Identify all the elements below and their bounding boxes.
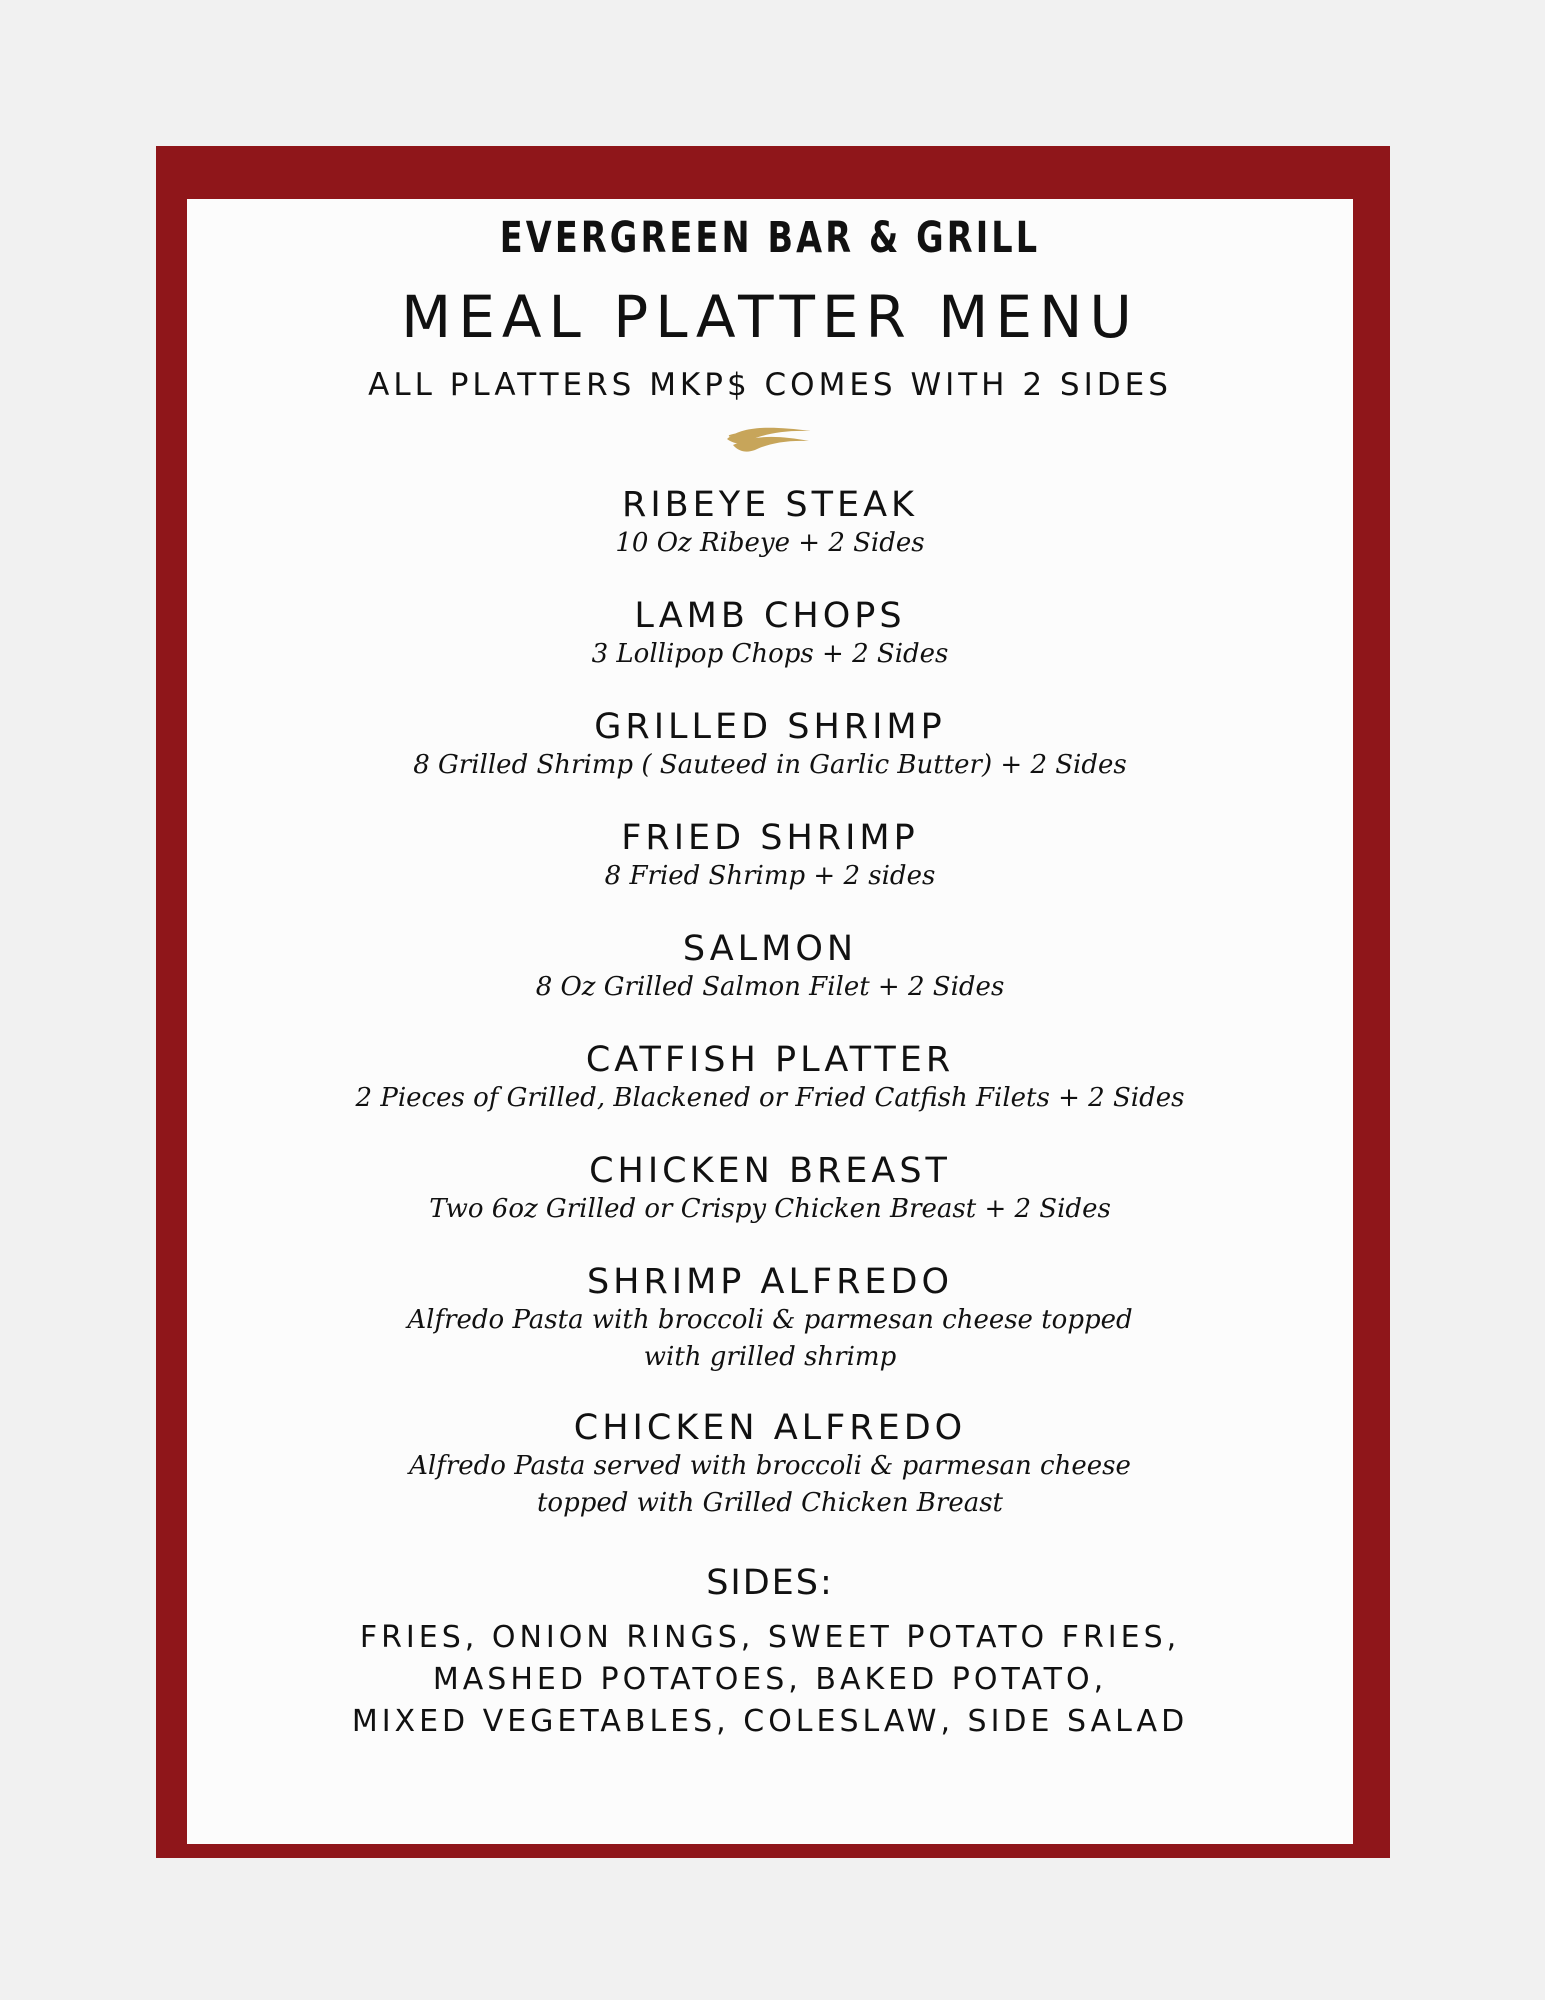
gold-swash-icon <box>719 421 819 455</box>
description-line: 3 Lollipop Chops + 2 Sides <box>591 639 949 669</box>
description-line: Alfredo Pasta served with broccoli & parmesan cheese <box>409 1451 1131 1481</box>
menu-item-description <box>187 525 1353 562</box>
menu-page <box>187 199 1353 1844</box>
menu-item-description <box>187 1302 1353 1376</box>
menu-subtitle: ALL PLATTERS MKP$ COMES WITH 2 SIDES <box>368 367 1172 403</box>
menu-item-name: FRIED SHRIMP <box>621 818 919 858</box>
sides-line: MASHED POTATOES, BAKED POTATO, <box>432 1662 1108 1697</box>
menu-border <box>156 146 1390 1858</box>
description-line: Alfredo Pasta with broccoli & parmesan cheese topped <box>407 1305 1133 1335</box>
description-line: Two 6oz Grilled or Crispy Chicken Breast + 2 Sides <box>429 1194 1111 1224</box>
menu-item-name: LAMB CHOPS <box>634 596 906 636</box>
menu-item-name: SHRIMP ALFREDO <box>586 1262 954 1302</box>
menu-item-description <box>187 858 1353 895</box>
description-line: 10 Oz Ribeye + 2 Sides <box>615 528 925 558</box>
description-line: 8 Grilled Shrimp ( Sauteed in Garlic Butter) + 2 Sides <box>413 750 1127 780</box>
menu-item-name: CHICKEN ALFREDO <box>573 1408 967 1448</box>
menu-item-name: SALMON <box>682 929 858 969</box>
menu-item-description <box>187 969 1353 1006</box>
description-line: with grilled shrimp <box>643 1342 897 1372</box>
menu-item-description <box>187 1080 1353 1117</box>
description-line: 8 Oz Grilled Salmon Filet + 2 Sides <box>535 972 1005 1002</box>
menu-item-description <box>187 636 1353 673</box>
menu-item-description <box>187 1191 1353 1228</box>
menu-item-name: CATFISH PLATTER <box>585 1040 955 1080</box>
sides-heading: SIDES: <box>706 1563 834 1603</box>
description-line: topped with Grilled Chicken Breast <box>536 1488 1004 1518</box>
restaurant-name: EVERGREEN BAR & GRILL <box>499 213 1041 263</box>
sides-list <box>187 1617 1353 1743</box>
description-line: 2 Pieces of Grilled, Blackened or Fried Catfish Filets + 2 Sides <box>355 1083 1185 1113</box>
menu-item-name: RIBEYE STEAK <box>622 485 918 525</box>
sides-line: FRIES, ONION RINGS, SWEET POTATO FRIES, <box>359 1620 1181 1655</box>
sides-line: MIXED VEGETABLES, COLESLAW, SIDE SALAD <box>351 1704 1189 1739</box>
menu-item-description <box>187 1448 1353 1522</box>
menu-item-name: GRILLED SHRIMP <box>594 707 946 747</box>
menu-title: MEAL PLATTER MENU <box>401 283 1139 351</box>
menu-item-name: CHICKEN BREAST <box>589 1151 951 1191</box>
menu-item-description <box>187 747 1353 784</box>
description-line: 8 Fried Shrimp + 2 sides <box>604 861 936 891</box>
